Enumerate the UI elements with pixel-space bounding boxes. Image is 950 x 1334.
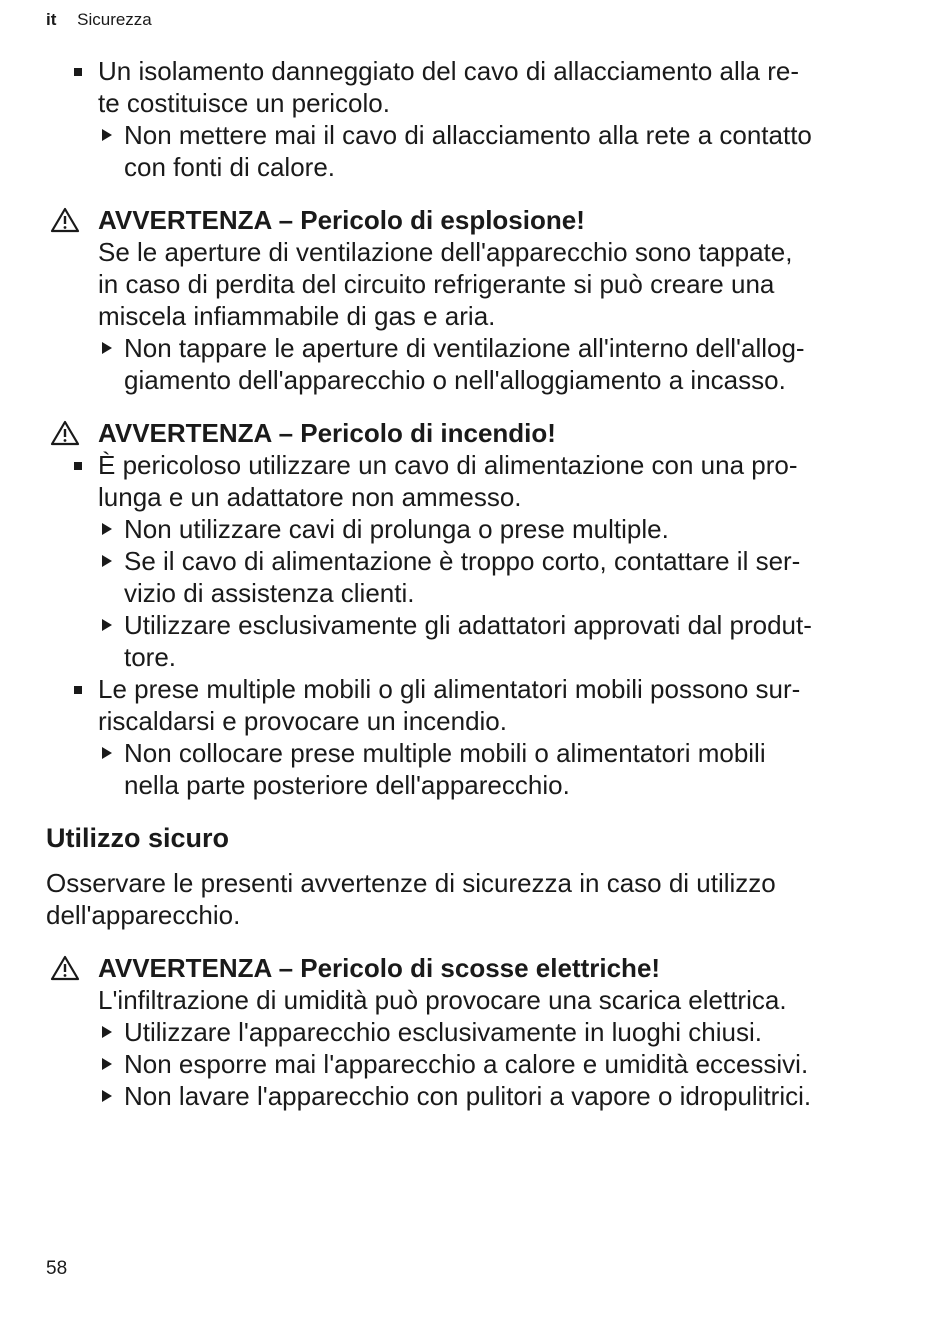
bullet-text: Le prese multiple mobili o gli alimentatori mobili possono sur- riscaldarsi e provocare un incendio.: [98, 674, 801, 736]
step-text: Se il cavo di alimentazione è troppo corto, contattare il ser- vizio di assistenza clienti.: [124, 546, 801, 608]
square-bullet-icon: [74, 686, 82, 694]
step-text: Utilizzare esclusivamente gli adattatori approvati dal produt- tore.: [124, 610, 812, 672]
arrow-bullet-icon: [102, 129, 112, 141]
step-text: Utilizzare l'apparecchio esclusivamente in luoghi chiusi.: [124, 1017, 762, 1047]
step-item: [46, 1080, 906, 1112]
warning-heading: [46, 417, 906, 449]
arrow-bullet-icon: [102, 342, 112, 354]
bullet-text: È pericoloso utilizzare un cavo di alimentazione con una pro- lunga e un adattatore non ammesso.: [98, 450, 798, 512]
step-item: [46, 737, 906, 801]
step-item: [46, 513, 906, 545]
step-text: Non mettere mai il cavo di allacciamento alla rete a contatto con fonti di calore.: [124, 120, 812, 182]
arrow-bullet-icon: [102, 1090, 112, 1102]
warning-triangle-icon: [50, 955, 80, 981]
step-text: Non lavare l'apparecchio con pulitori a vapore o idropulitrici.: [124, 1081, 812, 1111]
step-text: Non tappare le aperture di ventilazione all'interno dell'allog- giamento dell'apparecchio o nell'alloggiamento a incasso.: [124, 333, 805, 395]
warning-triangle-icon: [50, 420, 80, 446]
page-header: [46, 10, 152, 30]
step-item: [46, 332, 906, 396]
warning-text: Se le aperture di ventilazione dell'apparecchio sono tappate, in caso di perdita del circuito refrigerante si può creare una miscela infiammabile di gas e aria.: [98, 237, 793, 331]
arrow-bullet-icon: [102, 555, 112, 567]
warning-triangle-icon: [50, 207, 80, 233]
warning-heading: [46, 952, 906, 984]
step-item: [46, 1016, 906, 1048]
page-number: 58: [46, 1258, 68, 1279]
bullet-item: [46, 55, 906, 119]
step-item: [46, 545, 906, 609]
step-text: Non collocare prese multiple mobili o alimentatori mobili nella parte posteriore dell'apparecchio.: [124, 738, 766, 800]
warning-title: AVVERTENZA – Pericolo di incendio!: [98, 418, 556, 448]
step-text: Non utilizzare cavi di prolunga o prese multiple.: [124, 514, 669, 544]
warning-title: AVVERTENZA – Pericolo di scosse elettriche!: [98, 953, 661, 983]
arrow-bullet-icon: [102, 1058, 112, 1070]
bullet-item: [46, 673, 906, 737]
warning-text: L'infiltrazione di umidità può provocare una scarica elettrica.: [98, 985, 787, 1015]
square-bullet-icon: [74, 68, 82, 76]
arrow-bullet-icon: [102, 523, 112, 535]
page-content: [46, 55, 906, 1112]
language-code: it: [46, 10, 57, 29]
arrow-bullet-icon: [102, 1026, 112, 1038]
warning-heading: [46, 204, 906, 236]
step-item: [46, 119, 906, 183]
warning-title: AVVERTENZA – Pericolo di esplosione!: [98, 205, 585, 235]
section-intro: Osservare le presenti avvertenze di sicurezza in caso di utilizzo dell'apparecchio.: [46, 868, 776, 930]
bullet-item: [46, 449, 906, 513]
bullet-text: Un isolamento danneggiato del cavo di allacciamento alla re- te costituisce un pericolo.: [98, 56, 799, 118]
square-bullet-icon: [74, 462, 82, 470]
arrow-bullet-icon: [102, 619, 112, 631]
section-name: Sicurezza: [77, 10, 152, 29]
step-item: [46, 609, 906, 673]
step-item: [46, 1048, 906, 1080]
step-text: Non esporre mai l'apparecchio a calore e umidità eccessivi.: [124, 1049, 809, 1079]
section-title: Utilizzo sicuro: [46, 823, 230, 853]
arrow-bullet-icon: [102, 747, 112, 759]
